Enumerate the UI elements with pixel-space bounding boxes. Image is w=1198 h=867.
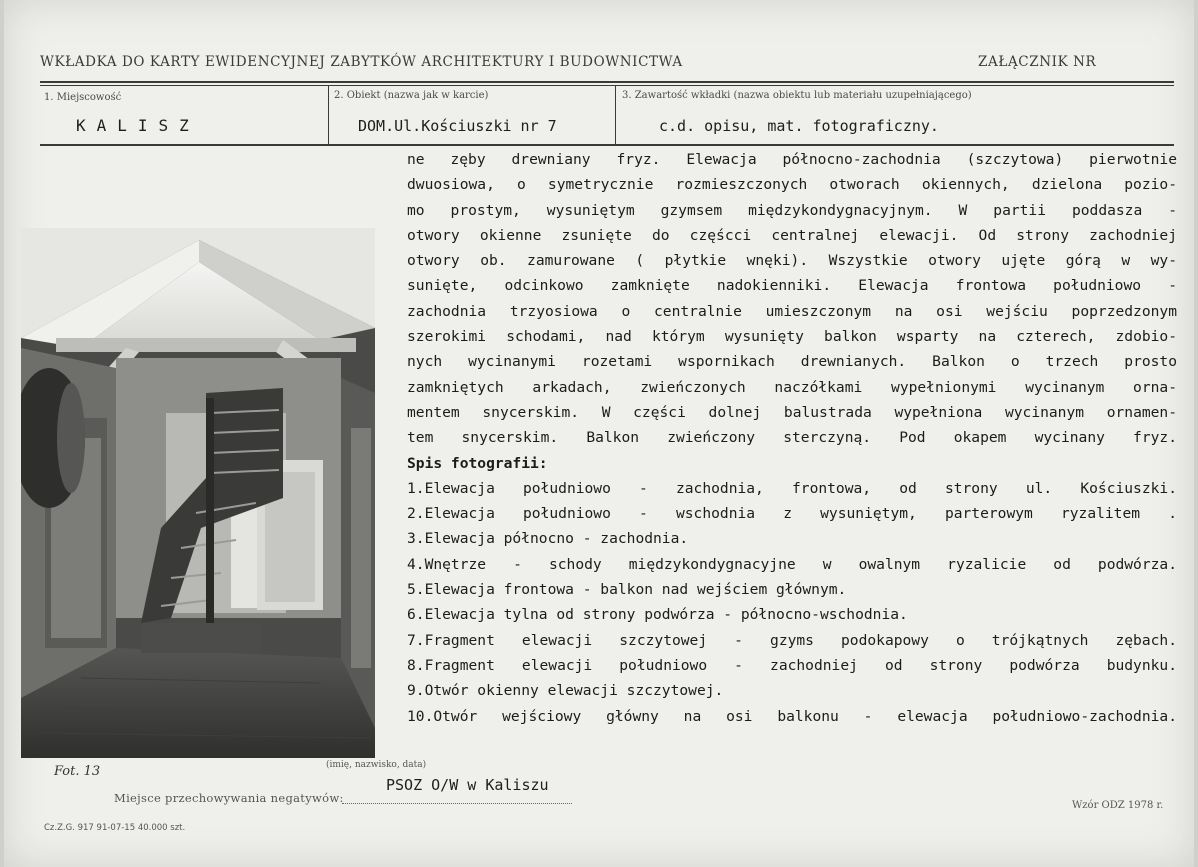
description-line: dwuosiowa, o symetrycznie rozmieszczonych otworach okiennych, dzielona pozio- <box>407 176 1177 194</box>
description-line: zachodnia trzyosiowa o centralnie umieszczonym na osi wejściu poprzedzonym <box>407 302 1177 320</box>
place-value: KALISZ <box>76 116 200 135</box>
signature-hint: (imię, nazwisko, data) <box>326 760 427 770</box>
content-label: 3. Zawartość wkładki (nazwa obiektu lub materiału uzupełniającego) <box>622 90 972 101</box>
photo-list-item: 10.Otwór wejściowy główny na osi balkonu - elewacja południowo-zachodnia. <box>407 707 1177 725</box>
form-title: WKŁADKA DO KARTY EWIDENCYJNEJ ZABYTKÓW ARCHITEKTURY I BUDOWNICTWA <box>40 54 683 70</box>
content-value: c.d. opisu, mat. fotograficzny. <box>659 117 939 135</box>
field-divider-1 <box>328 86 329 144</box>
description-line: tem snycerskim. Balkon zwieńczony sterczyną. Pod okapem wycinany fryz. <box>407 429 1177 447</box>
record-sheet <box>4 0 1194 867</box>
negatives-location-value: PSOZ O/W w Kaliszu <box>386 776 549 794</box>
place-label: 1. Miejscowość <box>44 92 122 103</box>
description-line: mentem snycerskim. W części dolnej balustrada wypełniona wycinanym ornamen- <box>407 403 1177 421</box>
description-text <box>407 147 1177 729</box>
photo-list-item: 8.Fragment elewacji południowo - zachodniej od strony podwórza budynku. <box>407 656 1177 674</box>
header-rule-top <box>40 81 1174 83</box>
photo-list-item: 9.Otwór okienny elewacji szczytowej. <box>407 682 724 700</box>
field-divider-2 <box>615 86 616 144</box>
description-line: otwory okienne zsunięte do częścci centralnej elewacji. Od strony zachodniej <box>407 226 1177 244</box>
photo-list-item: 5.Elewacja frontowa - balkon nad wejściem głównym. <box>407 581 847 599</box>
header-rule-bottom <box>40 144 1174 146</box>
description-line: szerokimi schodami, nad którym wysunięty balkon wsparty na czterech, zdobio- <box>407 328 1177 346</box>
description-line: ne zęby drewniany fryz. Elewacja północno-zachodnia (szczytowa) pierwotnie <box>407 151 1177 168</box>
photo-list-item: 4.Wnętrze - schody międzykondygnacyjne w owalnym ryzalicie od podwórza. <box>407 555 1177 573</box>
object-label: 2. Obiekt (nazwa jak w karcie) <box>334 90 489 101</box>
header-rule-top-thin <box>40 85 1174 86</box>
interior-staircase-photo <box>21 228 375 758</box>
description-line: otwory ob. zamurowane ( płytkie wnęki). Wszystkie otwory ujęte górą w wy- <box>407 252 1177 270</box>
description-line: zamkniętych arkadach, zwieńczonych naczółkami wypełnionymi wycinanym orna- <box>407 378 1177 396</box>
object-value: DOM.Ul.Kościuszki nr 7 <box>358 117 557 135</box>
photo-list-item: 2.Elewacja południowo - wschodnia z wysuniętym, parterowym ryzalitem . <box>407 505 1177 523</box>
annex-label: ZAŁĄCZNIK NR <box>978 54 1097 70</box>
negatives-dotted-line <box>342 803 572 804</box>
description-line: sunięte, odcinkowo zamknięte nadokienniki. Elewacja frontowa południowo - <box>407 277 1177 295</box>
photo-list-item: 6.Elewacja tylna od strony podwórza - północno-wschodnia. <box>407 606 908 624</box>
description-line: nych wycinanymi rozetami wspornikach drewnianych. Balkon o trzech prosto <box>407 353 1177 371</box>
print-info: Cz.Z.G. 917 91-07-15 40.000 szt. <box>44 823 186 833</box>
photo-list-title: Spis fotografii: <box>407 454 548 472</box>
description-line: mo prostym, wysuniętym gzymsem międzykondygnacyjnym. W partii poddasza - <box>407 201 1177 219</box>
photo-list-item: 7.Fragment elewacji szczytowej - gzyms podokapowy o trójkątnych zębach. <box>407 631 1177 649</box>
photo-list-item: 1.Elewacja południowo - zachodnia, frontowa, od strony ul. Kościuszki. <box>407 479 1177 497</box>
photo-list-item: 3.Elewacja północno - zachodnia. <box>407 530 689 548</box>
photo-number: Fot. 13 <box>54 764 101 779</box>
form-version: Wzór ODZ 1978 r. <box>1072 800 1164 811</box>
negatives-location-label: Miejsce przechowywania negatywów: <box>114 791 344 805</box>
